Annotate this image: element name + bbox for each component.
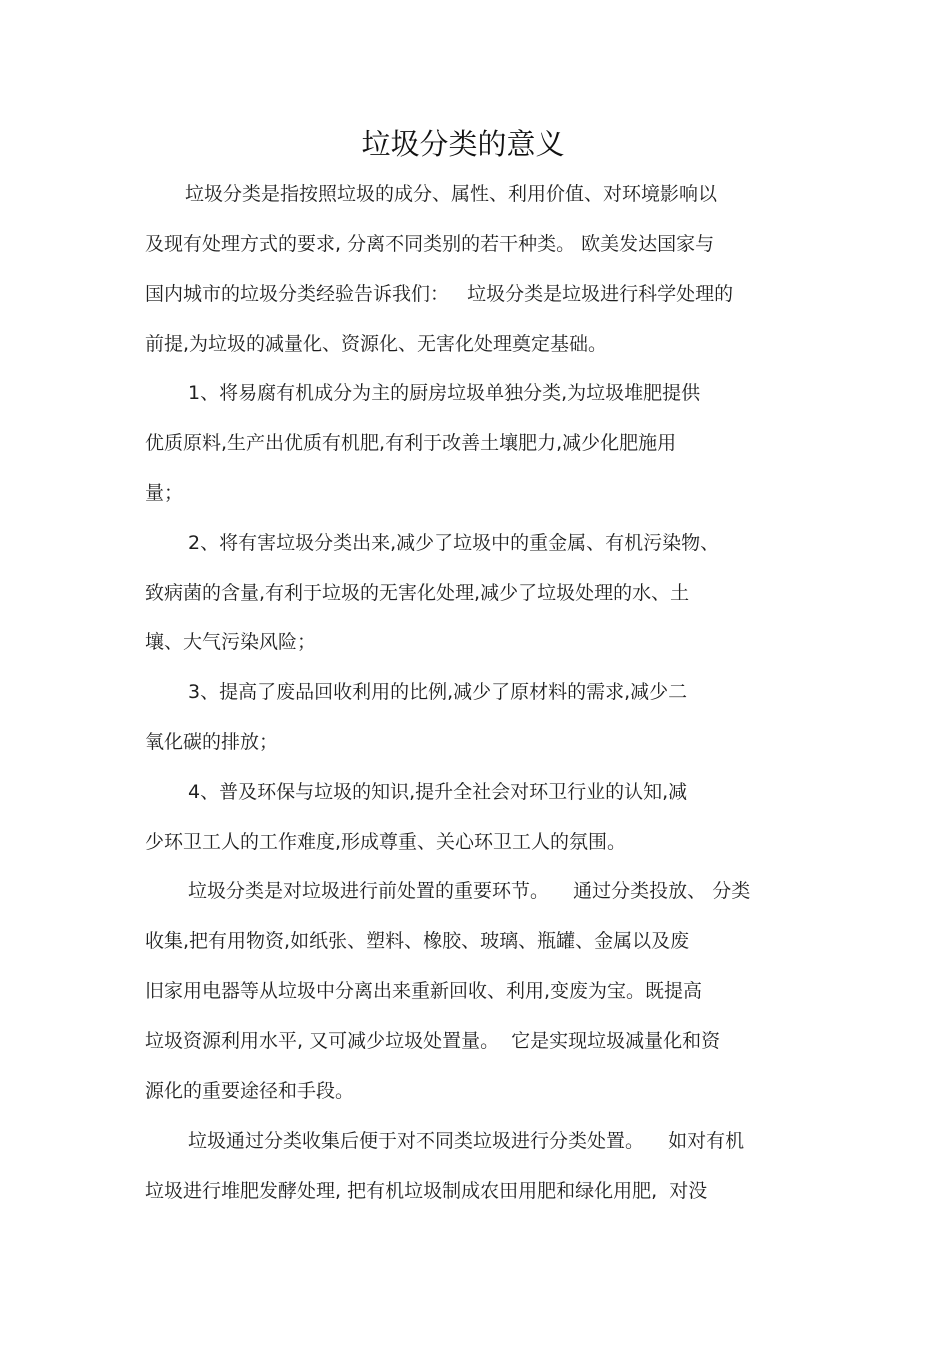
text-line: 壤、大气污染风险；	[145, 631, 317, 653]
text-line: 致病菌的含量,有利于垃圾的无害化处理,减少了垃圾处理的水、土	[145, 582, 690, 604]
document-title: 垃圾分类的意义	[361, 127, 565, 161]
text-line: 3、提高了废品回收利用的比例,减少了原材料的需求,减少二	[188, 681, 688, 703]
text-line: 2、将有害垃圾分类出来,减少了垃圾中的重金属、有机污染物、	[188, 532, 720, 554]
text-line: 垃圾进行堆肥发酵处理, 把有机垃圾制成农田用肥和绿化用肥, 对没	[145, 1180, 708, 1202]
text-line: 源化的重要途径和手段。	[145, 1080, 355, 1102]
text-line: 1、将易腐有机成分为主的厨房垃圾单独分类,为垃圾堆肥提供	[188, 382, 701, 404]
text-line: 优质原料,生产出优质有机肥,有利于改善土壤肥力,减少化肥施用	[145, 432, 677, 454]
text-line: 垃圾通过分类收集后便于对不同类垃圾进行分类处置。 如对有机	[188, 1130, 745, 1152]
text-line: 量；	[145, 482, 184, 504]
text-line: 国内城市的垃圾分类经验告诉我们： 垃圾分类是垃圾进行科学处理的	[145, 283, 734, 305]
text-line: 4、普及环保与垃圾的知识,提升全社会对环卫行业的认知,减	[188, 781, 688, 803]
text-line: 氧化碳的排放；	[145, 731, 279, 753]
text-line: 垃圾分类是指按照垃圾的成分、属性、利用价值、对环境影响以	[185, 183, 718, 205]
text-line: 旧家用电器等从垃圾中分离出来重新回收、利用,变废为宝。既提高	[145, 980, 703, 1002]
text-line: 垃圾分类是对垃圾进行前处置的重要环节。 通过分类投放、 分类	[188, 880, 751, 902]
text-line: 少环卫工人的工作难度,形成尊重、关心环卫工人的氛围。	[145, 831, 627, 853]
text-line: 及现有处理方式的要求, 分离不同类别的若干种类。 欧美发达国家与	[145, 233, 715, 255]
text-line: 前提,为垃圾的减量化、资源化、无害化处理奠定基础。	[145, 333, 608, 355]
text-line: 收集,把有用物资,如纸张、塑料、橡胶、玻璃、瓶罐、金属以及废	[145, 930, 690, 952]
text-line: 垃圾资源利用水平, 又可减少垃圾处置量。 它是实现垃圾减量化和资	[145, 1030, 721, 1052]
